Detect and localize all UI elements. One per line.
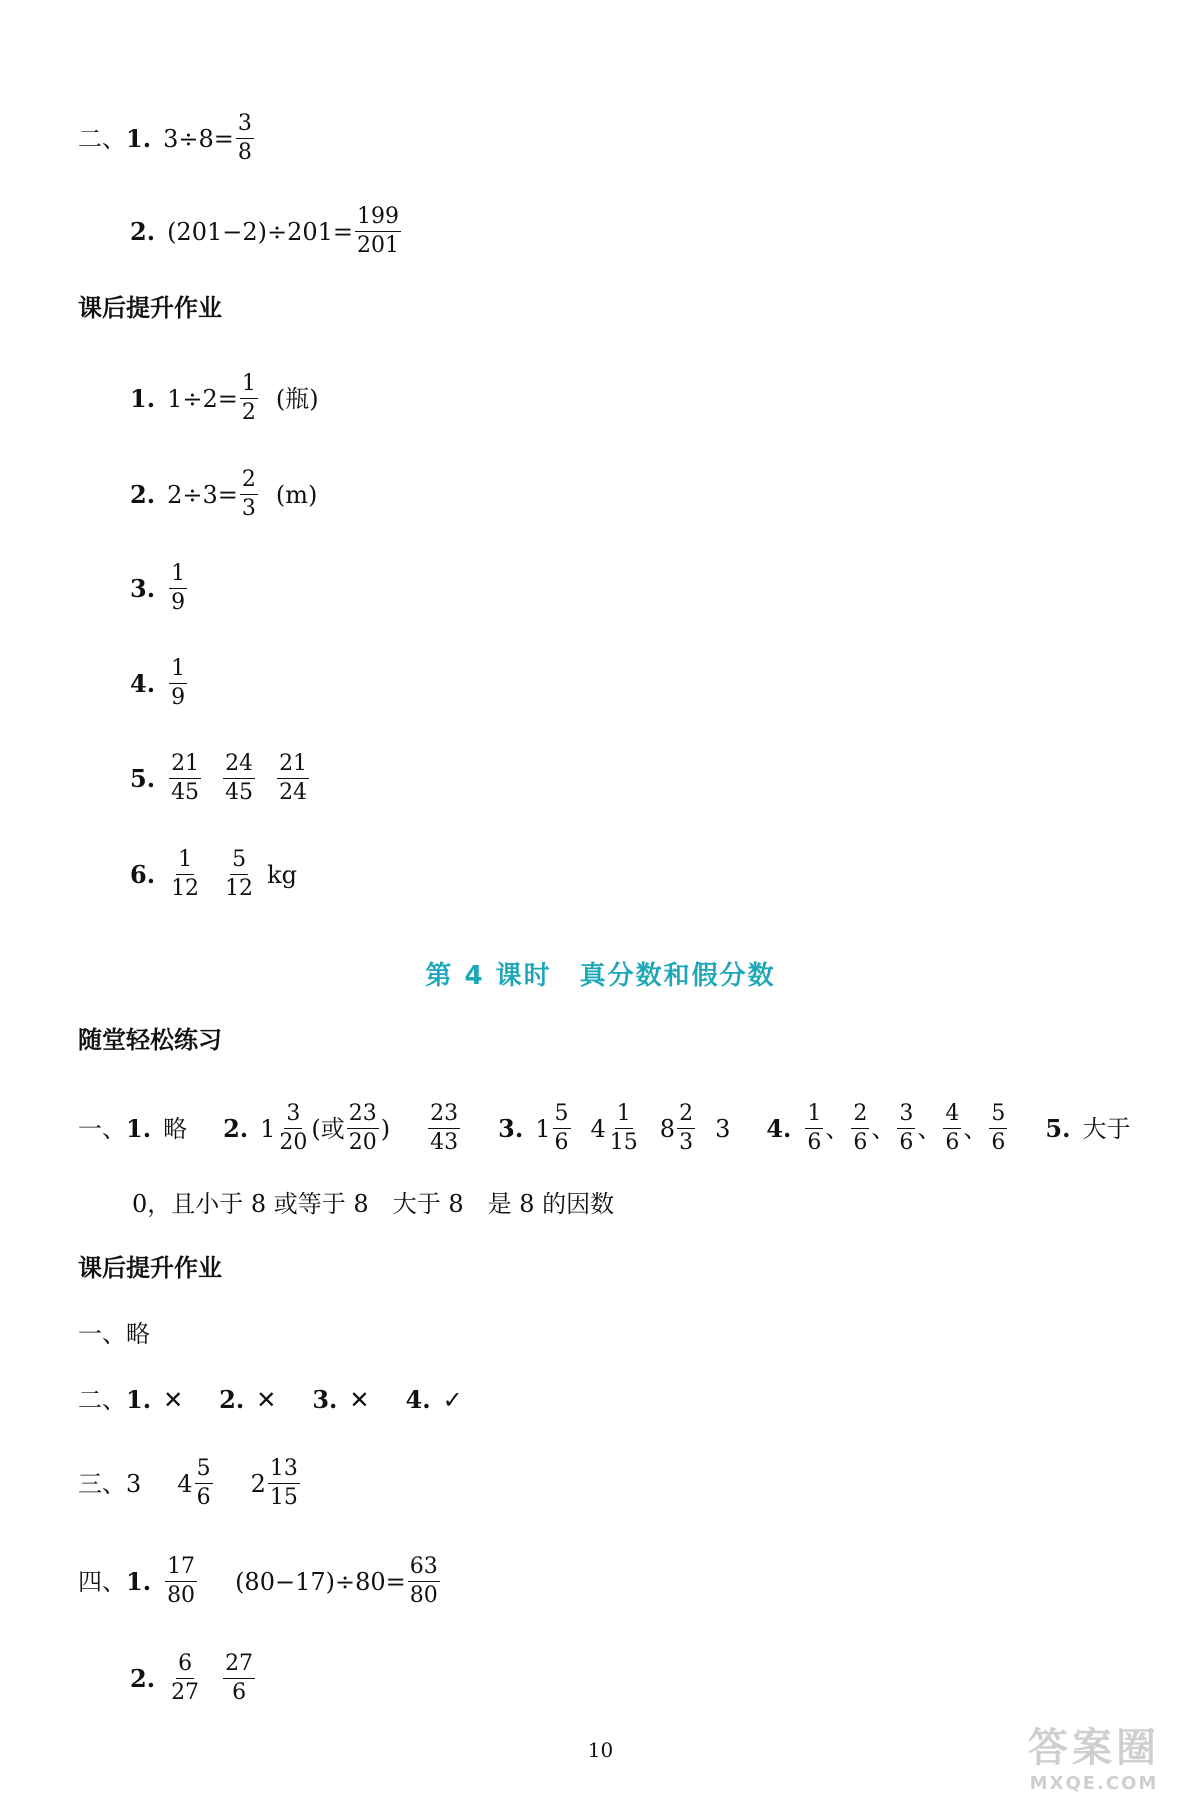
whole-number: 4 [590, 1114, 606, 1143]
question-number: 1. [126, 1385, 152, 1414]
practice-heading: 随堂轻松练习 [78, 1026, 222, 1054]
fraction: $\frac{2}{3}$ [679, 1101, 694, 1156]
section-label: 二、 [78, 124, 126, 153]
fraction: $\frac{13}{15}$ [269, 1456, 298, 1511]
text: (或 [311, 1114, 345, 1143]
question-number: 4. [405, 1385, 431, 1414]
expression: (80−17)÷80= [235, 1567, 406, 1596]
cross-mark: ✕ [163, 1386, 184, 1414]
question-number: 2. [130, 479, 156, 509]
answer: 略 [163, 1114, 188, 1143]
homework-heading: 课后提升作业 [78, 294, 222, 322]
fraction: $\frac{2}{6}$ [853, 1101, 868, 1156]
fraction: $\frac{6}{27}$ [171, 1651, 200, 1706]
fraction: $\frac{21}{24}$ [279, 751, 308, 806]
fraction: $\frac{5}{12}$ [225, 847, 254, 902]
fraction: $\frac{5}{6}$ [196, 1456, 211, 1511]
fraction: $\frac{5}{6}$ [554, 1101, 569, 1156]
whole-number: 8 [659, 1114, 676, 1143]
hw1-q5-line [130, 752, 311, 805]
unit: kg [267, 860, 297, 889]
practice-line-2: 0，且小于 8 或等于 8 大于 8 是 8 的因数 [132, 1190, 615, 1218]
whole-number: 1 [260, 1114, 276, 1143]
hw1-q2-line [130, 468, 317, 521]
hw2-s1-line [78, 1322, 150, 1346]
expression: 1÷2= [167, 384, 238, 413]
question-number: 3. [312, 1385, 338, 1414]
question-number: 5. [130, 763, 156, 793]
lesson-title: 第 4 课时 真分数和假分数 [425, 961, 776, 991]
sec1-q1-line [78, 112, 256, 165]
fraction: $\frac{23}{20}$ [348, 1101, 377, 1156]
question-number: 4. [130, 668, 156, 698]
section-label: 二、 [78, 1386, 126, 1414]
homework-heading: 课后提升作业 [78, 1254, 222, 1282]
fraction: $\frac{2}{3}$ [241, 467, 256, 522]
answer: 大于 [1082, 1114, 1131, 1143]
question-number: 1. [126, 123, 152, 153]
separator: 、 [871, 1114, 896, 1143]
cross-mark: ✕ [349, 1386, 370, 1414]
question-number: 4. [766, 1113, 792, 1143]
hw1-q3-line [130, 562, 189, 615]
fraction: $\frac{17}{80}$ [167, 1554, 196, 1609]
fraction: $\frac{199}{201}$ [357, 204, 400, 259]
section-label: 四、 [78, 1567, 126, 1596]
section-label: 三、 [78, 1469, 126, 1498]
cross-mark: ✕ [256, 1386, 277, 1414]
hw1-q6-line [130, 848, 297, 901]
text: ) [380, 1114, 391, 1143]
answer: 3 [715, 1114, 731, 1143]
answer: 3 [126, 1469, 142, 1498]
hw1-q1-line [130, 372, 319, 425]
fraction: $\frac{27}{6}$ [225, 1651, 254, 1706]
expression: (201−2)÷201= [167, 217, 354, 246]
separator: 、 [825, 1114, 850, 1143]
sec1-q2-line [130, 205, 403, 258]
fraction: $\frac{1}{2}$ [241, 371, 256, 426]
section-label: 一、 [78, 1320, 126, 1348]
fraction: $\frac{1}{12}$ [171, 847, 200, 902]
fraction: $\frac{24}{45}$ [225, 751, 254, 806]
expression: 3÷8= [163, 124, 234, 153]
question-number: 1. [130, 383, 156, 413]
whole-number: 4 [177, 1469, 193, 1498]
question-number: 5. [1045, 1113, 1071, 1143]
hw2-s4-line [78, 1555, 442, 1608]
fraction: $\frac{21}{45}$ [171, 751, 200, 806]
question-number: 2. [219, 1385, 245, 1414]
unit: (m) [275, 480, 318, 509]
hw2-s3-line [78, 1457, 302, 1510]
watermark-logo: 答案圈 MXQE.COM [1028, 1725, 1160, 1794]
whole-number: 1 [535, 1114, 551, 1143]
hw2-s2-line [78, 1385, 463, 1414]
fraction: $\frac{23}{43}$ [430, 1101, 459, 1156]
question-number: 1. [126, 1113, 152, 1143]
answer: 略 [126, 1320, 150, 1348]
page-number: 10 [587, 1738, 614, 1762]
unit: (瓶) [275, 384, 319, 413]
hw1-q4-line [130, 657, 189, 710]
question-number: 2. [223, 1113, 249, 1143]
whole-number: 2 [250, 1469, 266, 1498]
question-number: 3. [130, 573, 156, 603]
separator: 、 [917, 1114, 942, 1143]
practice-line-1 [78, 1102, 1130, 1155]
question-number: 2. [130, 216, 156, 246]
expression: 2÷3= [167, 480, 238, 509]
fraction: $\frac{63}{80}$ [409, 1554, 438, 1609]
question-number: 2. [130, 1663, 156, 1693]
fraction: $\frac{5}{6}$ [991, 1101, 1006, 1156]
section-label: 一、 [78, 1114, 126, 1143]
hw2-s4b-line [130, 1652, 257, 1705]
fraction: $\frac{1}{15}$ [609, 1101, 638, 1156]
fraction: $\frac{3}{6}$ [899, 1101, 914, 1156]
fraction: $\frac{1}{9}$ [171, 561, 186, 616]
separator: 、 [963, 1114, 988, 1143]
fraction: $\frac{3}{8}$ [237, 111, 252, 166]
question-number: 1. [126, 1566, 152, 1596]
question-number: 3. [498, 1113, 524, 1143]
question-number: 6. [130, 859, 156, 889]
fraction: $\frac{1}{6}$ [807, 1101, 822, 1156]
fraction: $\frac{4}{6}$ [945, 1101, 960, 1156]
fraction: $\frac{3}{20}$ [279, 1101, 308, 1156]
fraction: $\frac{1}{9}$ [171, 656, 186, 711]
check-mark: ✓ [442, 1386, 463, 1414]
